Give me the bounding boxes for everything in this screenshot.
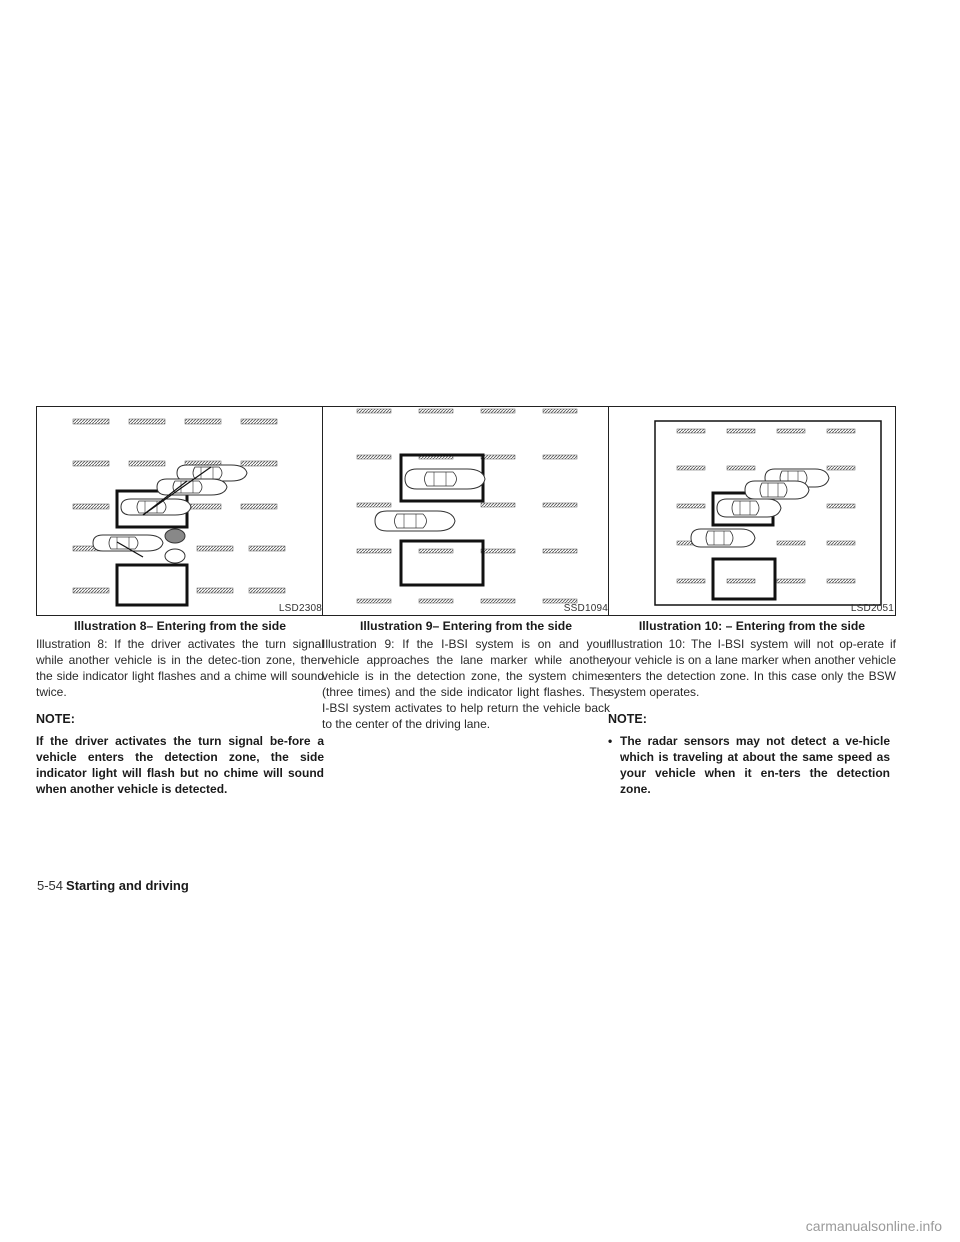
illustration-9-diagram (323, 407, 609, 615)
illustration-10-note-heading: NOTE: (608, 712, 647, 726)
illustration-9-figure (322, 406, 610, 616)
column-illustration-9 (322, 406, 610, 732)
illustration-10-body: Illustration 10: The I-BSI system will not op-erate if your vehicle is on a lane marker when another vehicle enters the detection zone. In this case only the BSW system operates. (608, 637, 896, 699)
lane-markers (357, 409, 577, 603)
illustration-10-caption: Illustration 10: – Entering from the side (638, 619, 866, 633)
illustration-9-code: SSD1094 (563, 603, 608, 614)
column-illustration-8 (36, 406, 324, 797)
page-number: 5-54 (37, 878, 64, 893)
illustration-9-body: Illustration 9: If the I-BSI system is on and your vehicle approaches the lane marker while another vehicle is in the detection zone, the system chimes (three times) and the side indicator light flashes. The I-BSI system activates to help return the vehicle back to the center of the driving lane. (322, 637, 610, 731)
illustration-10-diagram (609, 407, 895, 615)
section-title: Starting and driving (66, 878, 189, 893)
illustration-8-note-heading: NOTE: (36, 712, 75, 726)
illustration-10-note-bullet (608, 733, 896, 797)
illustration-8-caption: Illustration 8– Entering from the side (74, 619, 286, 633)
illustration-8-body: Illustration 8: If the driver activates the turn signal while another vehicle is in the detec-tion zone, then the side indicator light flashes and a chime will sound twice. (36, 637, 324, 699)
page-footer (37, 878, 189, 893)
illustration-9-caption: Illustration 9– Entering from the side (360, 619, 572, 633)
illustration-10-code: LSD2051 (850, 603, 894, 614)
illustration-8-figure (36, 406, 324, 616)
bullet-text: The radar sensors may not detect a ve-hicle which is traveling at about the same speed as your vehicle when it en-ters the detection zone. (620, 734, 890, 796)
illustration-8-note-text: If the driver activates the turn signal be-fore a vehicle enters the detection zone, the side indicator light will flash but no chime will sound when another vehicle is detected. (36, 734, 324, 796)
illustration-10-figure (608, 406, 896, 616)
bullet-dot: • (608, 734, 613, 748)
illustration-8-diagram (37, 407, 323, 615)
column-illustration-10 (608, 406, 896, 797)
illustration-8-code: LSD2308 (278, 603, 322, 614)
watermark-text: carmanualsonline.info (805, 1218, 942, 1234)
